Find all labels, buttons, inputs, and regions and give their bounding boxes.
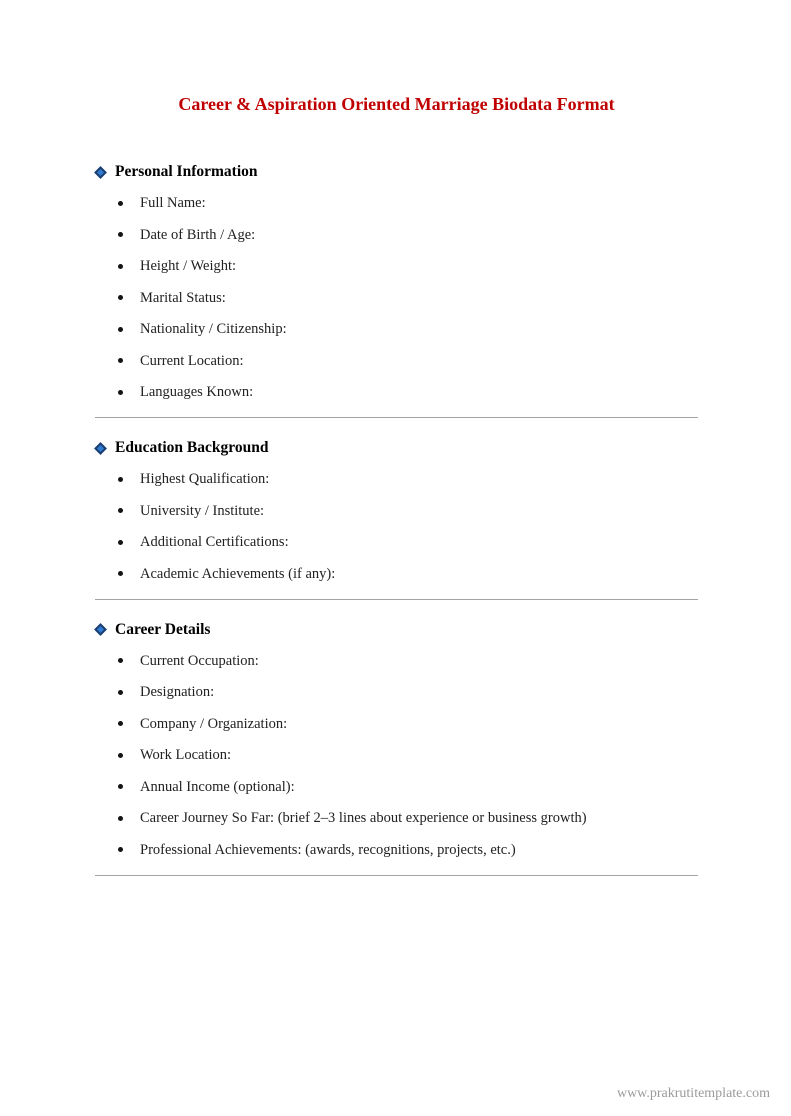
diamond-bullet-icon xyxy=(94,442,107,455)
section-divider xyxy=(95,599,698,600)
section-item-list xyxy=(95,470,698,583)
bullet-dot-icon xyxy=(118,358,123,363)
bullet-dot-icon xyxy=(118,784,123,789)
section-divider xyxy=(95,417,698,418)
bullet-dot-icon xyxy=(118,477,123,482)
list-item xyxy=(95,257,698,275)
list-item-label: Academic Achievements (if any): xyxy=(140,565,336,582)
list-item-label: Additional Certifications: xyxy=(140,534,289,550)
list-item xyxy=(95,683,698,701)
bullet-dot-icon xyxy=(118,201,123,206)
list-item xyxy=(95,778,698,796)
section xyxy=(95,620,698,876)
bullet-dot-icon xyxy=(118,508,123,513)
section-divider xyxy=(95,875,698,876)
page-title: Career & Aspiration Oriented Marriage Biodata Format xyxy=(178,94,615,114)
bullet-dot-icon xyxy=(118,753,123,758)
list-item-label: Current Location: xyxy=(140,352,244,369)
bullet-dot-icon xyxy=(118,540,123,545)
list-item-label: Professional Achievements: (awards, recognitions, projects, etc.) xyxy=(140,841,516,858)
diamond-bullet-icon xyxy=(94,623,107,636)
list-item xyxy=(95,320,698,338)
footer-url: www.prakrutitemplate.com xyxy=(616,1086,770,1101)
list-item-label: Annual Income (optional): xyxy=(140,778,295,795)
list-item-label: Languages Known: xyxy=(140,384,254,400)
bullet-dot-icon xyxy=(118,690,123,695)
bullet-dot-icon xyxy=(118,721,123,726)
sections-container xyxy=(95,162,698,876)
section-heading-label: Career Details xyxy=(115,620,211,638)
section-item-list xyxy=(95,652,698,859)
list-item-label: Current Occupation: xyxy=(140,652,259,669)
bullet-dot-icon xyxy=(118,658,123,663)
list-item xyxy=(95,470,698,488)
bullet-dot-icon xyxy=(118,390,123,395)
list-item-label: Work Location: xyxy=(140,747,232,763)
document-page xyxy=(0,92,791,1116)
bullet-dot-icon xyxy=(118,232,123,237)
bullet-dot-icon xyxy=(118,816,123,821)
list-item xyxy=(95,226,698,244)
bullet-dot-icon xyxy=(118,295,123,300)
list-item-label: Designation: xyxy=(140,684,215,700)
list-item xyxy=(95,715,698,733)
bullet-dot-icon xyxy=(118,847,123,852)
document-content xyxy=(0,92,791,876)
section-item-list xyxy=(95,194,698,401)
list-item xyxy=(95,746,698,764)
list-item xyxy=(95,841,698,859)
list-item xyxy=(95,289,698,307)
section-heading-label: Education Background xyxy=(115,439,269,456)
list-item-label: Nationality / Citizenship: xyxy=(140,321,287,337)
list-item-label: Height / Weight: xyxy=(140,258,237,274)
list-item xyxy=(95,194,698,212)
list-item-label: Marital Status: xyxy=(140,289,226,306)
bullet-dot-icon xyxy=(118,264,123,269)
list-item xyxy=(95,809,698,827)
list-item xyxy=(95,383,698,401)
list-item-label: Career Journey So Far: (brief 2–3 lines about experience or business growth) xyxy=(140,810,587,826)
list-item xyxy=(95,352,698,370)
section-heading-label: Personal Information xyxy=(115,163,258,180)
list-item-label: Full Name: xyxy=(140,195,206,211)
list-item xyxy=(95,565,698,583)
section-heading xyxy=(95,438,698,458)
list-item-label: Date of Birth / Age: xyxy=(140,226,256,243)
section-heading xyxy=(95,620,698,640)
section xyxy=(95,438,698,600)
list-item-label: Company / Organization: xyxy=(140,715,288,732)
list-item xyxy=(95,533,698,551)
bullet-dot-icon xyxy=(118,571,123,576)
bullet-dot-icon xyxy=(118,327,123,332)
list-item xyxy=(95,502,698,520)
diamond-bullet-icon xyxy=(94,166,107,179)
list-item-label: Highest Qualification: xyxy=(140,471,270,487)
section-heading xyxy=(95,162,698,182)
section xyxy=(95,162,698,418)
list-item-label: University / Institute: xyxy=(140,502,265,519)
list-item xyxy=(95,652,698,670)
